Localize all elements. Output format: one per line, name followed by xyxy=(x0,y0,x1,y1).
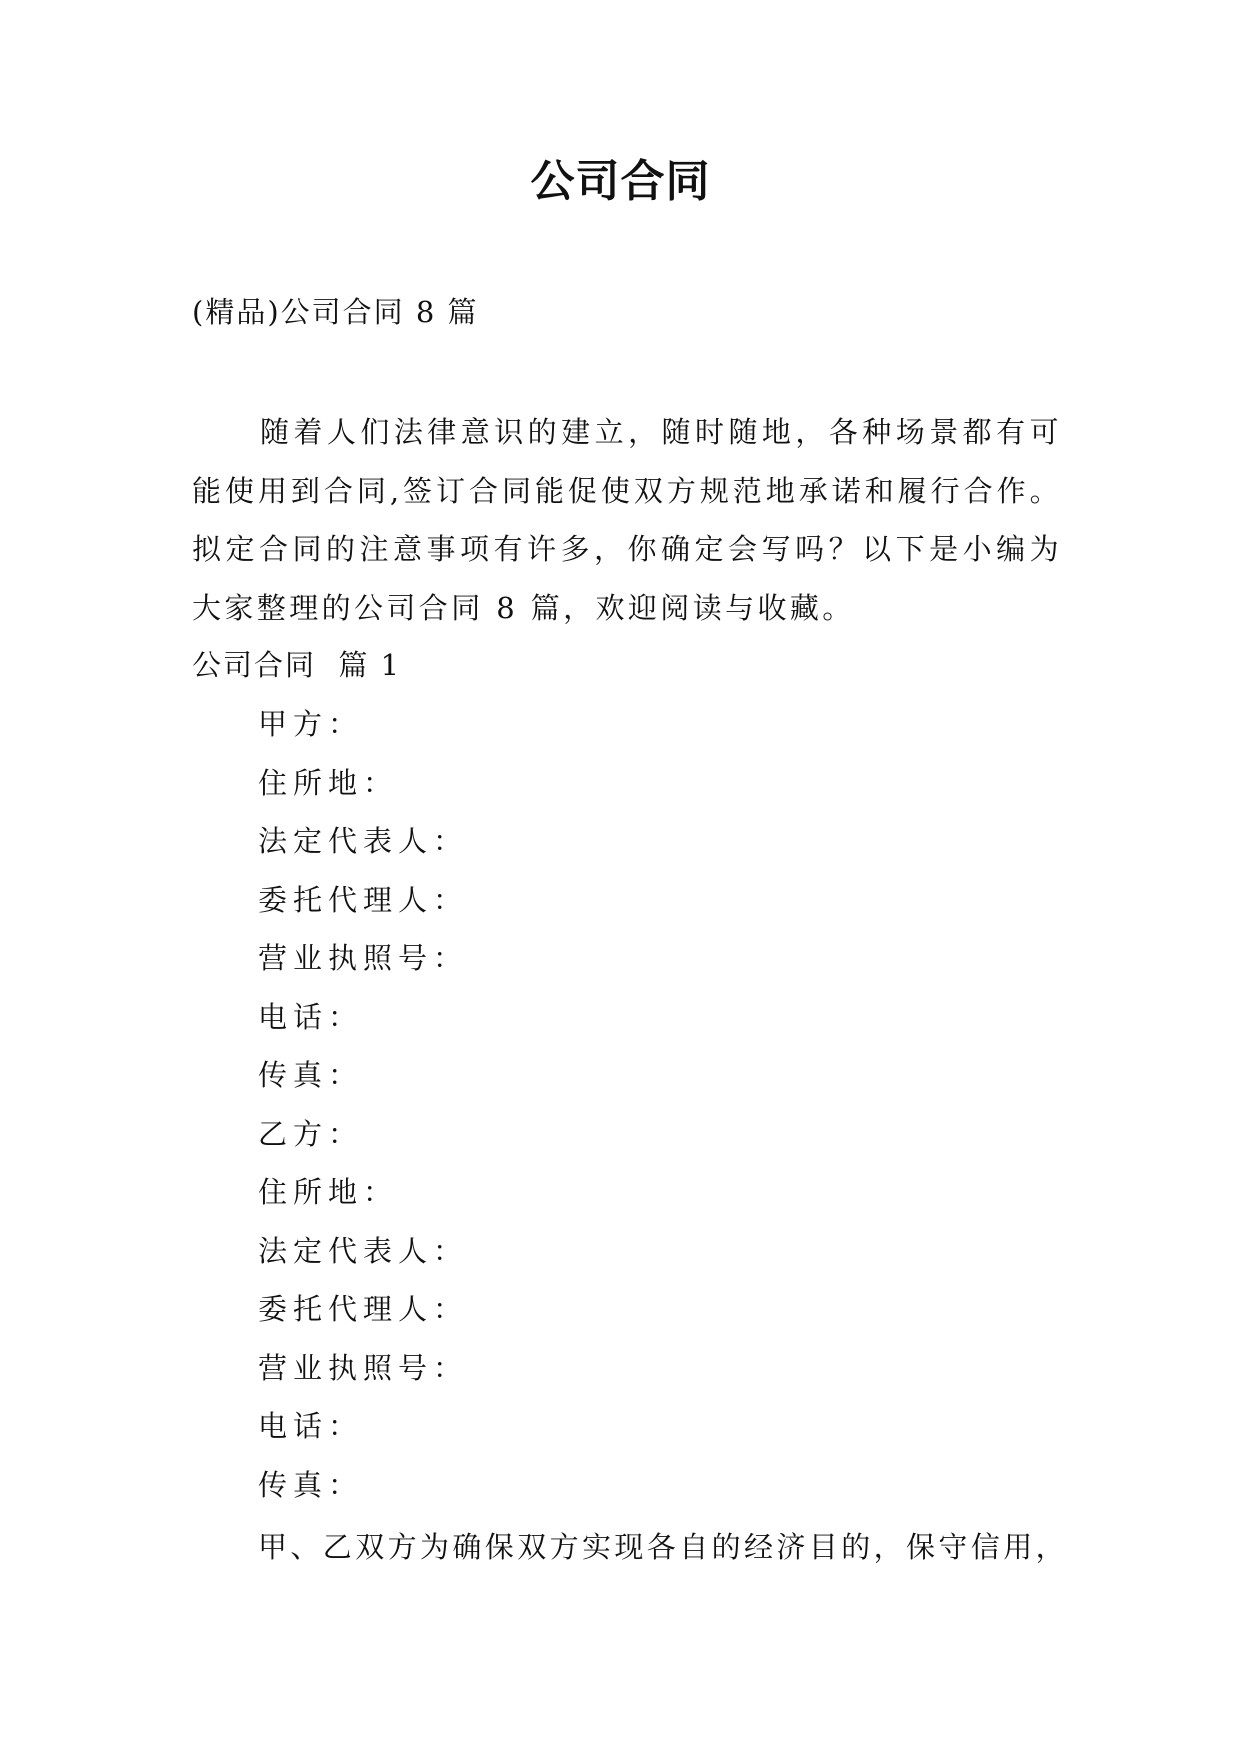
field-legal-representative: 法定代表人： xyxy=(258,824,469,858)
field-party-a: 甲方： xyxy=(258,707,364,741)
field-business-license: 营业执照号： xyxy=(258,1350,469,1385)
field-fax: 传真： xyxy=(258,1467,364,1502)
field-authorized-agent: 委托代理人： xyxy=(258,882,469,917)
closing-paragraph: 甲、乙双方为确保双方实现各自的经济目的，保守信用， xyxy=(258,1530,1069,1564)
field-authorized-agent: 委托代理人： xyxy=(258,1292,469,1326)
document-subtitle: (精品)公司合同 8 篇 xyxy=(192,295,479,329)
field-business-license: 营业执照号： xyxy=(258,941,469,975)
field-fax: 传真： xyxy=(258,1058,364,1092)
party-fields-list xyxy=(258,695,468,1514)
intro-paragraph: 随着人们法律意识的建立，随时随地，各种场景都有可能使用到合同,签订合同能促使双方规范地承诺和履行合作。拟定合同的注意事项有许多，你确定会写吗？以下是小编为大家整理的公司合同 8 篇，欢迎阅读与收藏。 xyxy=(192,415,1062,625)
field-party-b: 乙方： xyxy=(258,1116,364,1151)
field-phone: 电话： xyxy=(258,999,364,1034)
document-title: 公司合同 xyxy=(530,156,711,207)
field-phone: 电话： xyxy=(258,1409,364,1443)
field-address: 住所地： xyxy=(258,1175,399,1209)
field-legal-representative: 法定代表人： xyxy=(258,1233,469,1268)
section-heading: 公司合同 篇 1 xyxy=(192,648,402,682)
field-address: 住所地： xyxy=(258,765,399,800)
